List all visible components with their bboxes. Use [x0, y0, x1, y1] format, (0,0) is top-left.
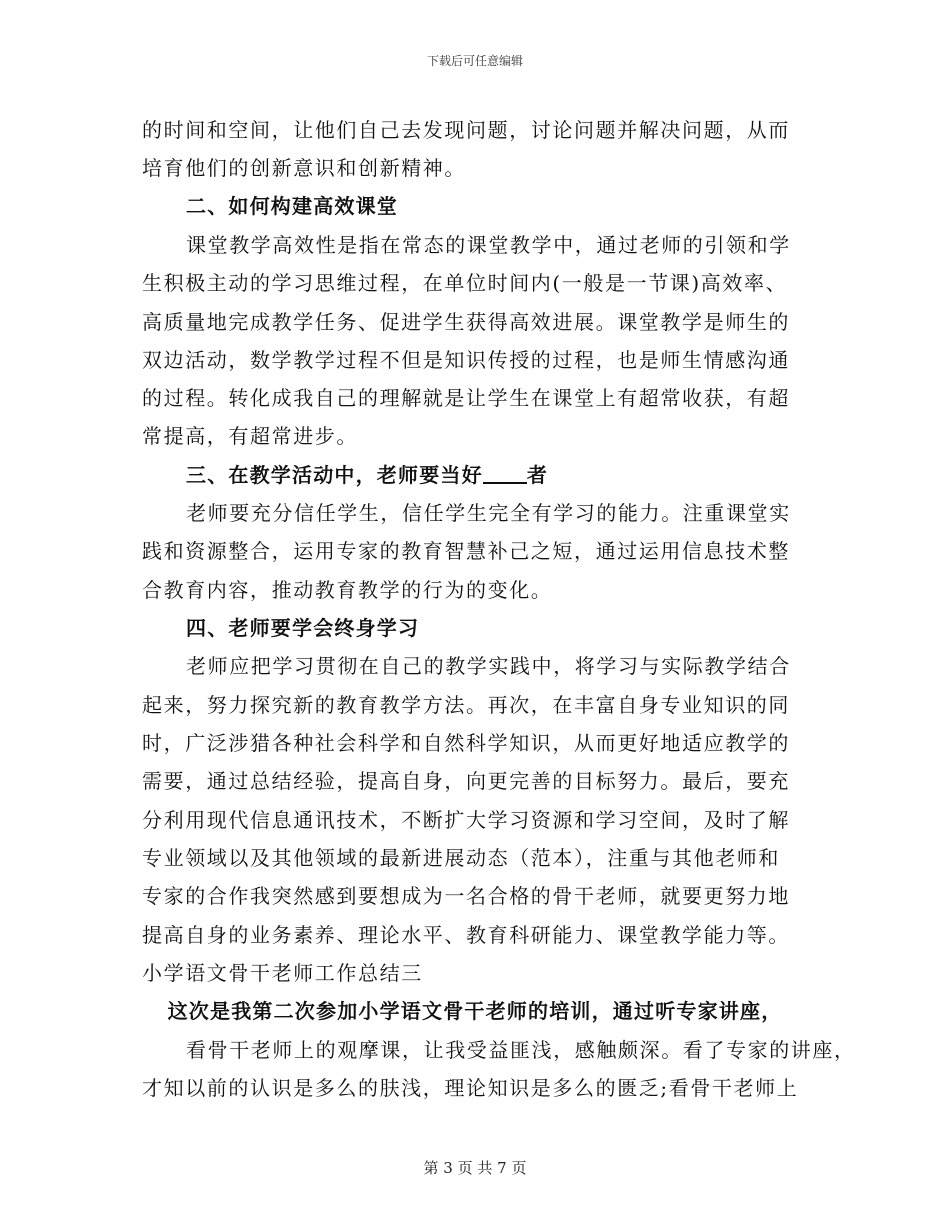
paragraph-line: 的过程。转化成我自己的理解就是让学生在课堂上有超常收获，有超: [142, 386, 790, 410]
heading-text: 三、在教学活动中，老师要当好: [186, 463, 483, 487]
paragraph-line: 践和资源整合，运用专家的教育智慧补己之短，通过运用信息技术整: [142, 539, 790, 563]
paragraph-line: 双边活动，数学教学过程不但是知识传授的过程，也是师生情感沟通: [142, 348, 790, 372]
paragraph-line: 的时间和空间，让他们自己去发现问题，讨论问题并解决问题，从而: [142, 118, 790, 142]
fill-in-blank: [483, 464, 527, 484]
document-title: 这次是我第二次参加小学语文骨干老师的培训，通过听专家讲座，: [167, 999, 783, 1023]
paragraph-line: 起来，努力探究新的教育教学方法。再次，在丰富自身专业知识的同: [142, 693, 790, 717]
paragraph-line: 生积极主动的学习思维过程，在单位时间内(一般是一节课)高效率、: [142, 271, 788, 295]
paragraph-line: 老师要充分信任学生，信任学生完全有学习的能力。注重课堂实: [186, 501, 791, 525]
paragraph-line: 才知以前的认识是多么的肤浅，理论知识是多么的匮乏;看骨干老师上: [142, 1076, 799, 1100]
paragraph-line: 需要，通过总结经验，提高自身，向更完善的目标努力。最后，要充: [142, 769, 790, 793]
paragraph-line: 时，广泛涉猎各种社会科学和自然科学知识，从而更好地适应教学的: [142, 731, 790, 755]
paragraph-line: 高质量地完成教学任务、促进学生获得高效进展。课堂教学是师生的: [142, 310, 790, 334]
section-heading: 二、如何构建高效课堂: [186, 194, 398, 218]
paragraph-line: 合教育内容，推动教育教学的行为的变化。: [142, 578, 553, 602]
paragraph-line: 常提高，有超常进步。: [142, 424, 358, 448]
page-header: 下载后可任意编辑: [426, 54, 523, 68]
paragraph-line: 分利用现代信息通讯技术，不断扩大学习资源和学习空间，及时了解: [142, 808, 790, 832]
paragraph-line: 培育他们的创新意识和创新精神。: [142, 156, 466, 180]
heading-text: 者: [526, 463, 549, 487]
paragraph-line: 老师应把学习贯彻在自己的教学实践中，将学习与实际教学结合: [186, 654, 791, 678]
paragraph-line: 小学语文骨干老师工作总结三: [142, 961, 423, 985]
section-heading: [186, 459, 856, 488]
paragraph-line: 看骨干老师上的观摩课，让我受益匪浅，感触颇深。看了专家的讲座，: [186, 1038, 856, 1062]
page-footer: 第 3 页 共 7 页: [423, 1159, 527, 1177]
paragraph-line: 专业领域以及其他领域的最新进展动态（范本），注重与其他老师和: [142, 846, 780, 870]
paragraph-line: 课堂教学高效性是指在常态的课堂教学中，通过老师的引领和学: [186, 233, 791, 257]
section-heading: 四、老师要学会终身学习: [186, 616, 420, 640]
paragraph-line: 提高自身的业务素养、理论水平、教育科研能力、课堂教学能力等。: [142, 923, 790, 947]
paragraph-line: 专家的合作我突然感到要想成为一名合格的骨干老师，就要更努力地: [142, 884, 790, 908]
